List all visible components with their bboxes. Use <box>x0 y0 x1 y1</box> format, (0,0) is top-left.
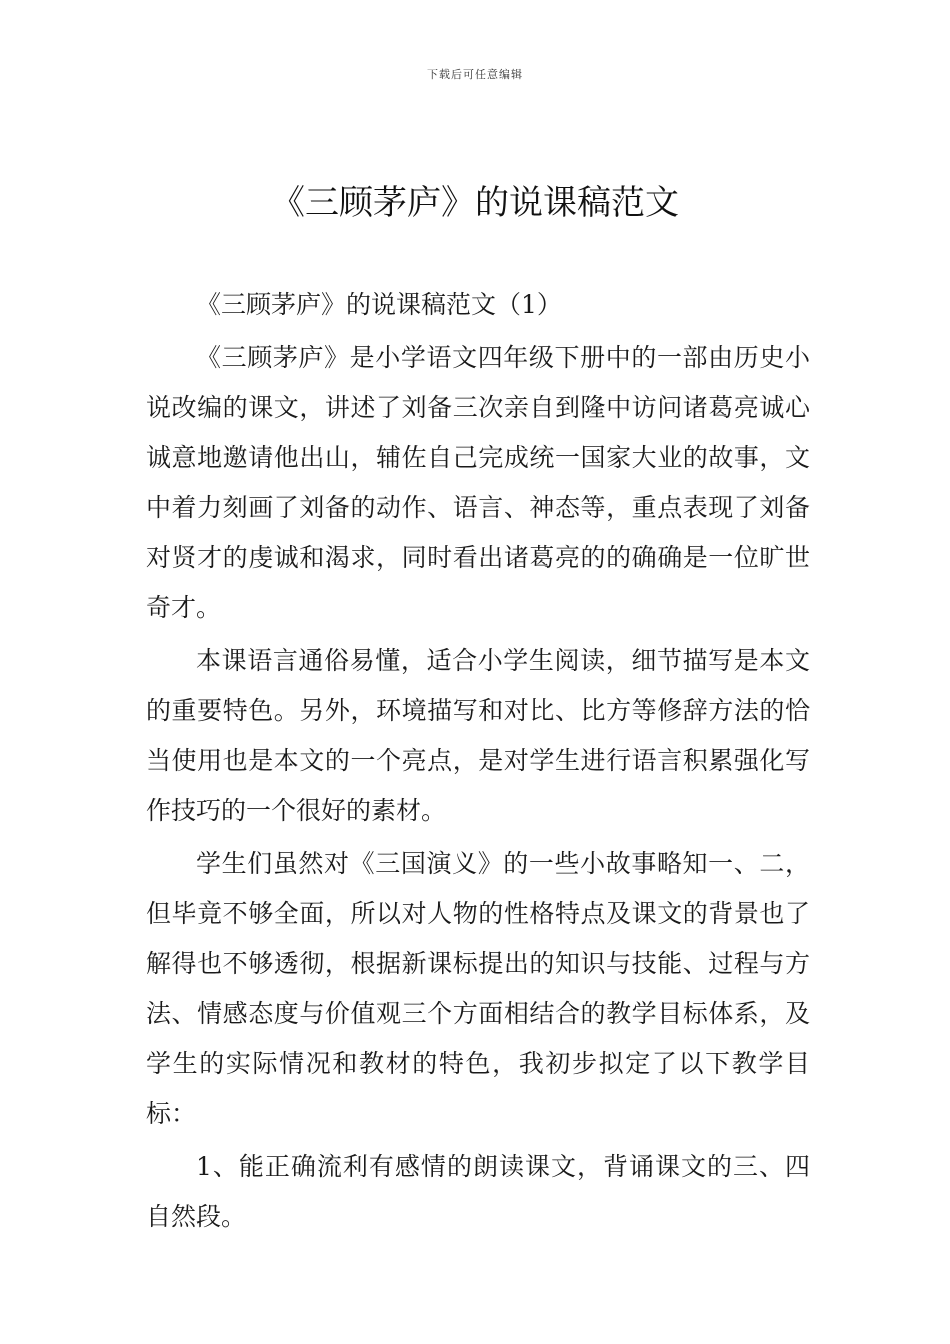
paragraph-intro: 《三顾茅庐》是小学语文四年级下册中的一部由历史小说改编的课文，讲述了刘备三次亲自到隆中访问诸葛亮诚心诚意地邀请他出山，辅佐自己完成统一国家大业的故事，文中着力刻画了刘备的动作、语言、神态等，重点表现了刘备对贤才的虔诚和渴求，同时看出诸葛亮的的确确是一位旷世奇才。 <box>146 343 810 622</box>
document-body <box>146 280 810 1245</box>
paragraph-goal-1: 1、能正确流利有感情的朗读课文，背诵课文的三、四自然段。 <box>146 1152 810 1231</box>
paragraph-language: 本课语言通俗易懂，适合小学生阅读，细节描写是本文的重要特色。另外，环境描写和对比、比方等修辞方法的恰当使用也是本文的一个亮点，是对学生进行语言积累强化写作技巧的一个很好的素材。 <box>146 646 810 825</box>
document-title: 《三顾茅庐》的说课稿范文 <box>271 183 679 223</box>
paragraph-students: 学生们虽然对《三国演义》的一些小故事略知一、二，但毕竟不够全面，所以对人物的性格特点及课文的背景也了解得也不够透彻，根据新课标提出的知识与技能、过程与方法、情感态度与价值观三个方面相结合的教学目标体系，及学生的实际情况和教材的特色，我初步拟定了以下教学目标： <box>146 849 810 1128</box>
paragraph-subtitle: 《三顾茅庐》的说课稿范文（1） <box>196 290 562 319</box>
header-note: 下载后可任意编辑 <box>427 68 523 81</box>
